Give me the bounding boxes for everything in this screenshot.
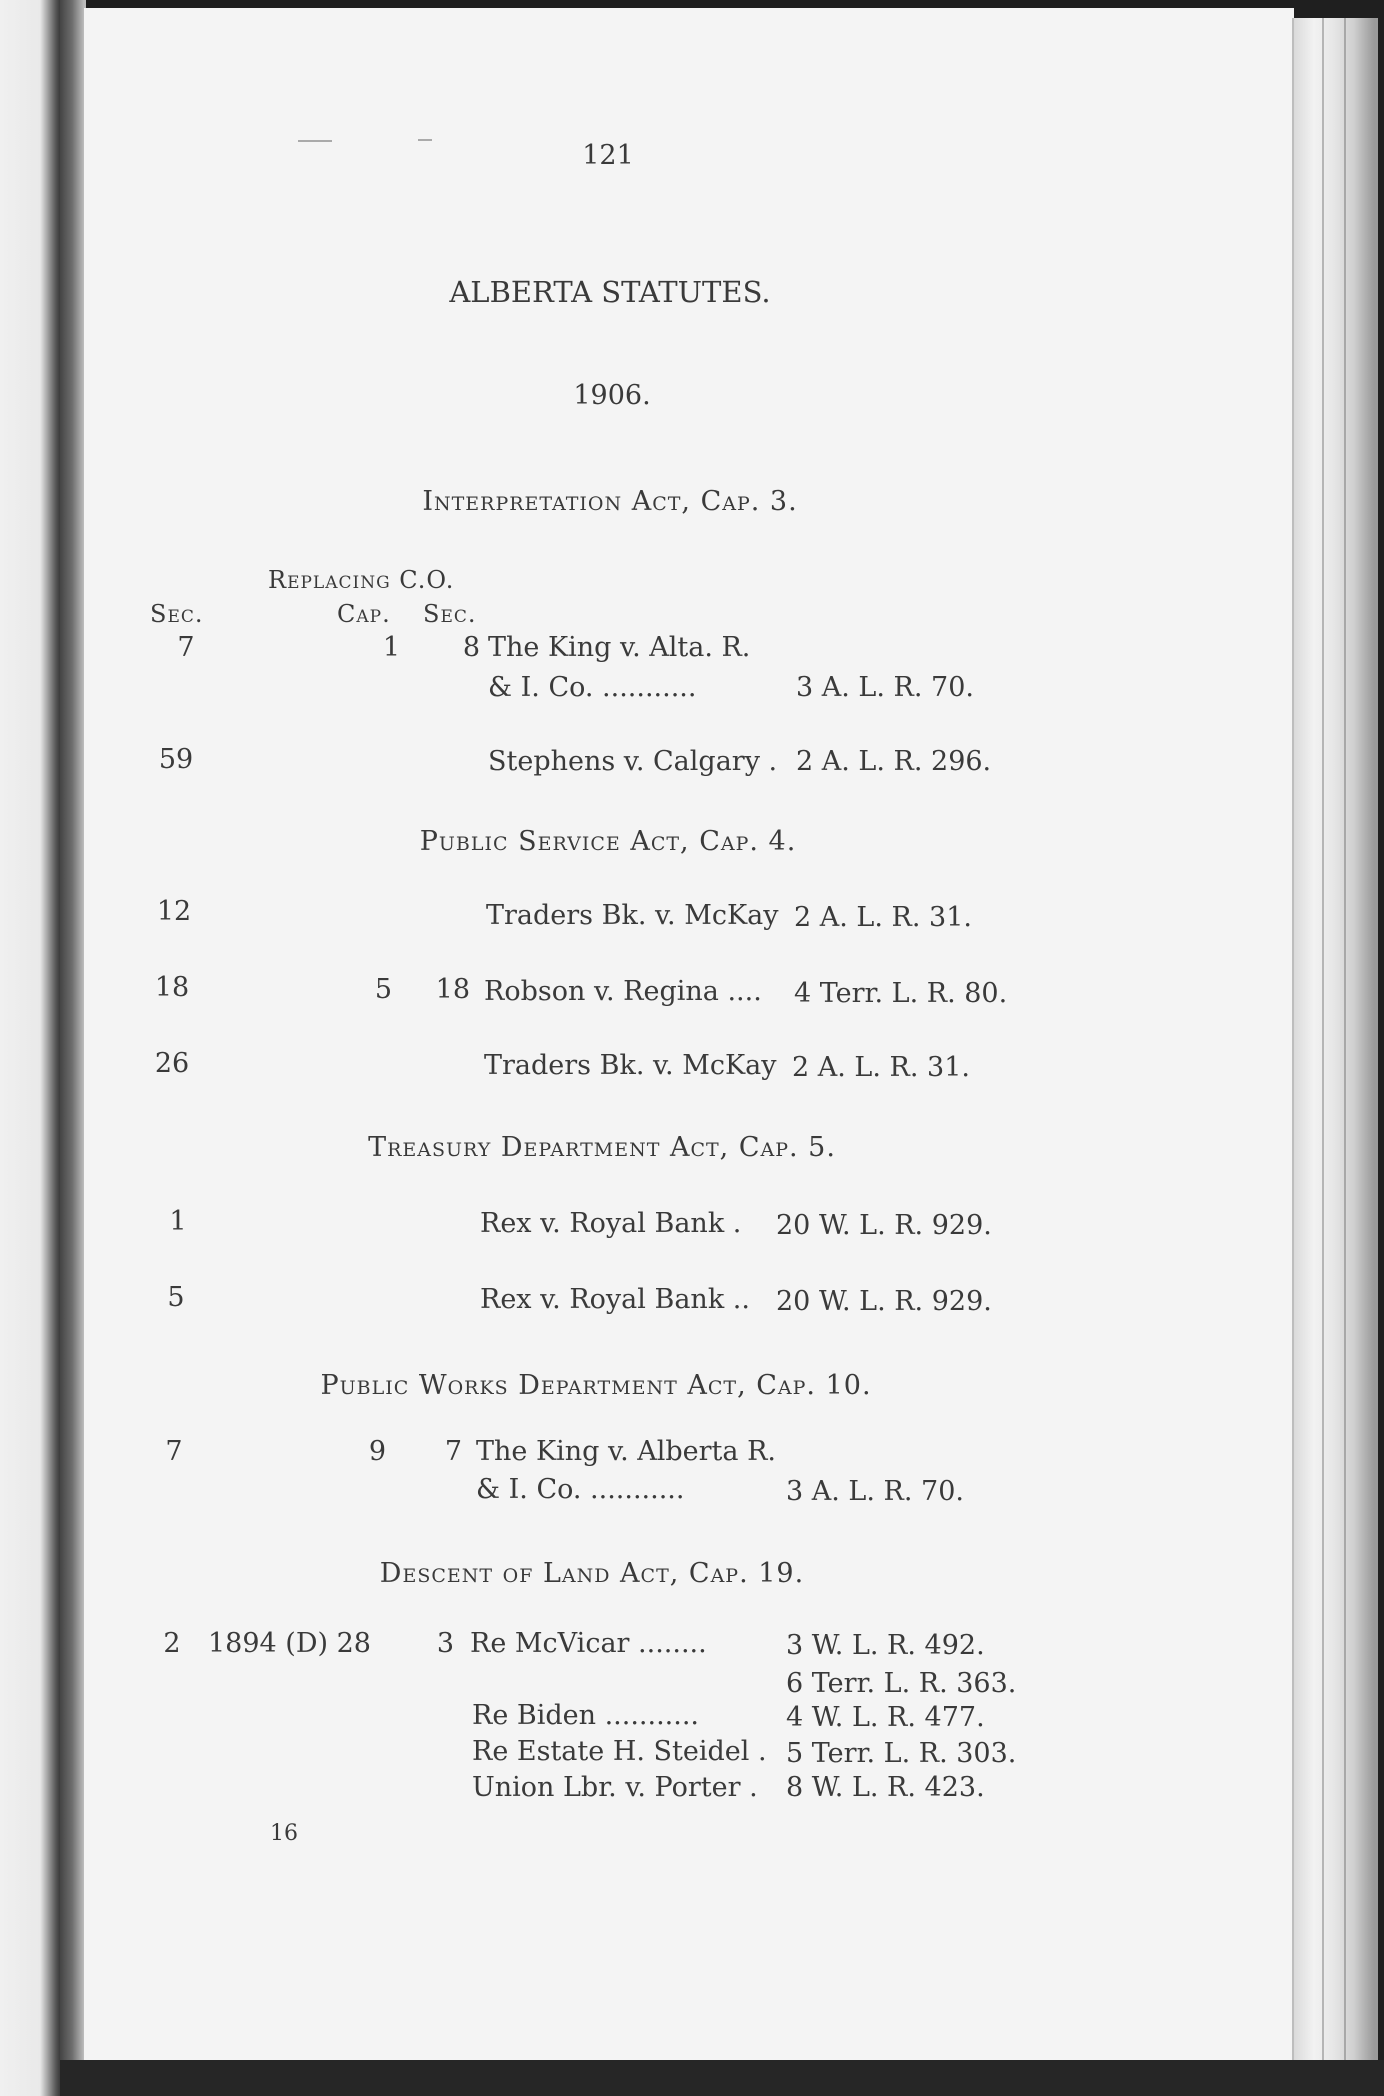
right-page-edge: [1292, 18, 1378, 2078]
page-number: 121: [582, 140, 634, 171]
entry-case: The King v. Alta. R.: [488, 632, 751, 663]
entry-ref: 2 A. L. R. 296.: [796, 746, 992, 777]
entry-co-sec: 8: [462, 632, 480, 663]
entry-ref-cont: 6 Terr. L. R. 363.: [786, 1668, 1017, 1699]
entry-cap: 9: [368, 1436, 386, 1467]
smudge-mark: [418, 139, 432, 141]
entry-ref: 2 A. L. R. 31.: [794, 902, 972, 933]
section-heading: Treasury Department Act, Cap. 5.: [368, 1132, 836, 1163]
entry-sec: 18: [154, 972, 190, 1003]
entry-ref: 4 W. L. R. 477.: [786, 1702, 985, 1733]
entry-co-sec: 3: [436, 1628, 454, 1659]
entry-sec: 12: [156, 896, 192, 927]
entry-case: Re McVicar ........: [470, 1628, 707, 1659]
entry-cap: 5: [374, 974, 392, 1005]
entry-sec: 5: [167, 1282, 185, 1313]
entry-case: Rex v. Royal Bank ..: [480, 1284, 750, 1315]
entry-sec: 26: [154, 1048, 190, 1079]
col-header-replacing: Replacing C.O.: [268, 566, 455, 594]
entry-sec: 1: [169, 1206, 187, 1237]
col-header-cap: Cap.: [337, 600, 391, 628]
section-heading: Public Works Department Act, Cap. 10.: [320, 1370, 872, 1401]
entry-ref: 5 Terr. L. R. 303.: [786, 1738, 1017, 1769]
entry-sec: 59: [158, 744, 194, 775]
section-heading: Public Service Act, Cap. 4.: [419, 826, 797, 857]
entry-co-sec: 18: [435, 974, 470, 1005]
entry-cap: 1894 (D) 28: [208, 1628, 371, 1659]
entry-case: Rex v. Royal Bank .: [480, 1208, 742, 1239]
entry-case: Re Estate H. Steidel .: [472, 1736, 767, 1767]
entry-sec: 7: [165, 1436, 183, 1467]
entry-sec: 2: [163, 1628, 181, 1659]
page-title: ALBERTA STATUTES.: [449, 275, 771, 309]
entry-case: The King v. Alberta R.: [476, 1436, 776, 1467]
smudge-mark: [298, 140, 332, 142]
entry-ref: 3 A. L. R. 70.: [796, 672, 974, 703]
entry-case: Union Lbr. v. Porter .: [472, 1772, 758, 1803]
year-heading: 1906.: [573, 380, 651, 411]
section-heading: Interpretation Act, Cap. 3.: [422, 486, 798, 517]
col-header-sec: Sec.: [150, 600, 204, 628]
bottom-edge: [60, 2060, 1384, 2096]
entry-ref: 4 Terr. L. R. 80.: [794, 978, 1008, 1009]
entry-case: Traders Bk. v. McKay: [486, 900, 779, 931]
entry-case: Traders Bk. v. McKay: [484, 1050, 777, 1081]
entry-ref: 20 W. L. R. 929.: [776, 1286, 992, 1317]
col-header-co-sec: Sec.: [423, 600, 477, 628]
entry-case: Robson v. Regina ....: [484, 976, 762, 1007]
binding-shadow: [60, 0, 86, 2096]
entry-co-sec: 7: [444, 1436, 462, 1467]
section-heading: Descent of Land Act, Cap. 19.: [379, 1558, 805, 1589]
entry-case: Re Biden ...........: [472, 1700, 700, 1731]
entry-ref: 3 W. L. R. 492.: [786, 1630, 985, 1661]
left-page-edge: [0, 0, 60, 2096]
entry-ref: 3 A. L. R. 70.: [786, 1476, 964, 1507]
entry-case: Stephens v. Calgary .: [488, 746, 778, 777]
entry-ref: 2 A. L. R. 31.: [792, 1052, 970, 1083]
entry-ref: 20 W. L. R. 929.: [776, 1210, 992, 1241]
entry-cap: 1: [382, 632, 400, 663]
entry-ref: 8 W. L. R. 423.: [786, 1772, 985, 1803]
signature-mark: 16: [270, 1821, 298, 1846]
entry-sec: 7: [177, 632, 195, 663]
entry-case-cont: & I. Co. ...........: [476, 1474, 685, 1505]
entry-case-cont: & I. Co. ...........: [488, 672, 697, 703]
